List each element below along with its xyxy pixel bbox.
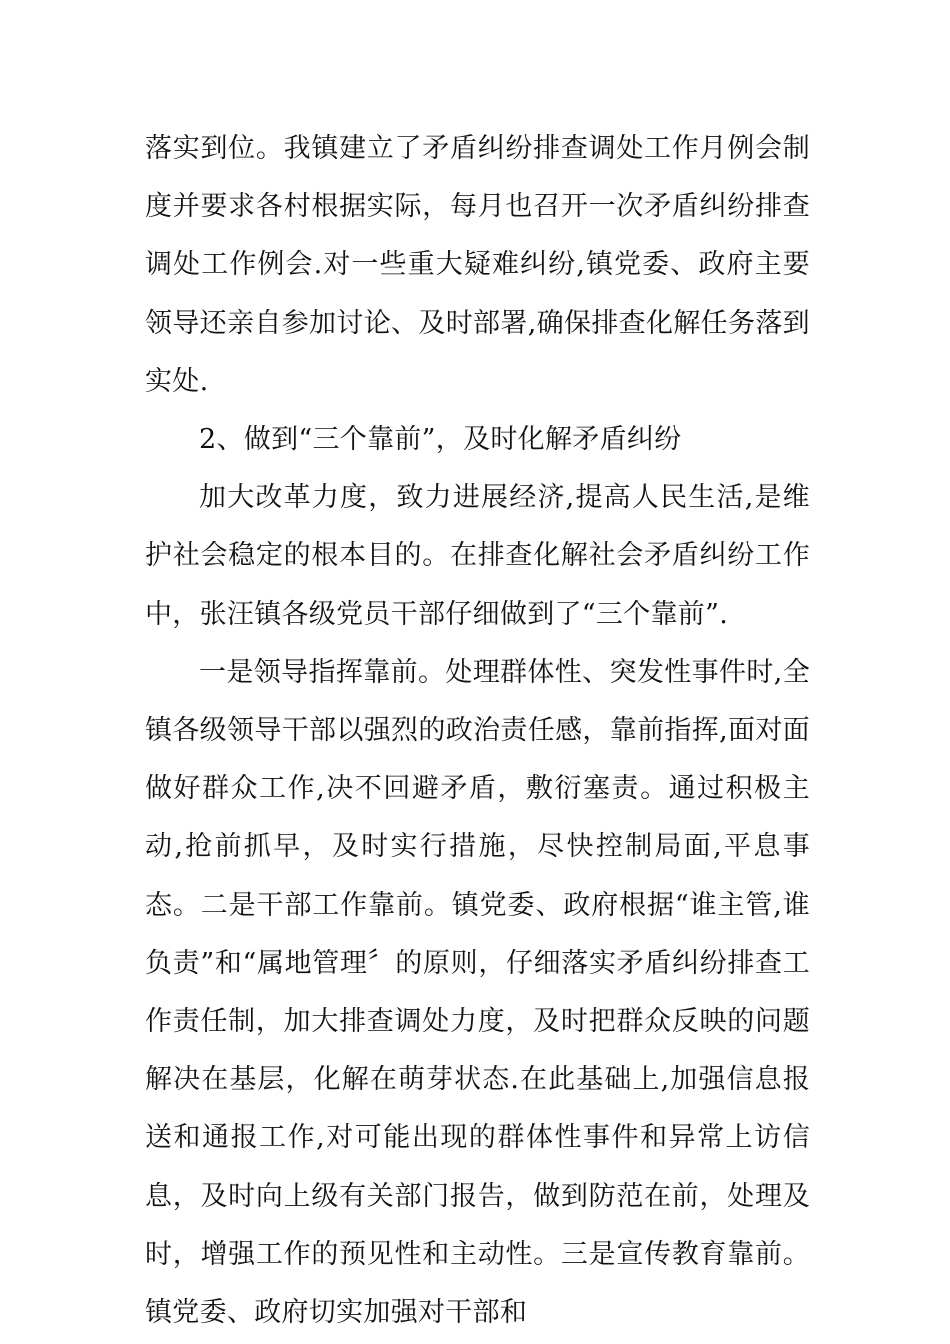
paragraph-continuation: 落实到位。我镇建立了矛盾纠纷排查调处工作月例会制度并要求各村根据实际，每月也召开一次矛盾纠纷排查调处工作例会.对一些重大疑难纠纷,镇党委、政府主要领导还亲自参加讨论、及时部署,确保排查化解任务落到实处. <box>145 133 810 397</box>
section-heading: 2、做到“三个靠前”，及时化解矛盾纠纷 <box>199 424 682 456</box>
document-page <box>145 120 810 1342</box>
paragraph-three-forward: 一是领导指挥靠前。处理群体性、突发性事件时,全镇各级领导干部以强烈的政治责任感，靠前指挥,面对面做好群众工作,决不回避矛盾，敷衍塞责。通过积极主动,抢前抓早，及时实行措施，尽快控制局面,平息事态。二是干部工作靠前。镇党委、政府根据“谁主管,谁负责”和“属地管理〞的原则，仔细落实矛盾纠纷排查工作责任制，加大排查调处力度，及时把群众反映的问题解决在基层，化解在萌芽状态.在此基础上,加强信息报送和通报工作,对可能出现的群体性事件和异常上访信息，及时向上级有关部门报告，做到防范在前，处理及时，增强工作的预见性和主动性。三是宣传教育靠前。镇党委、政府切实加强对干部和 <box>145 656 810 1329</box>
paragraph-intro: 加大改革力度，致力进展经济,提高人民生活,是维护社会稳定的根本目的。在排查化解社会矛盾纠纷工作中，张汪镇各级党员干部仔细做到了“三个靠前”. <box>145 482 810 630</box>
